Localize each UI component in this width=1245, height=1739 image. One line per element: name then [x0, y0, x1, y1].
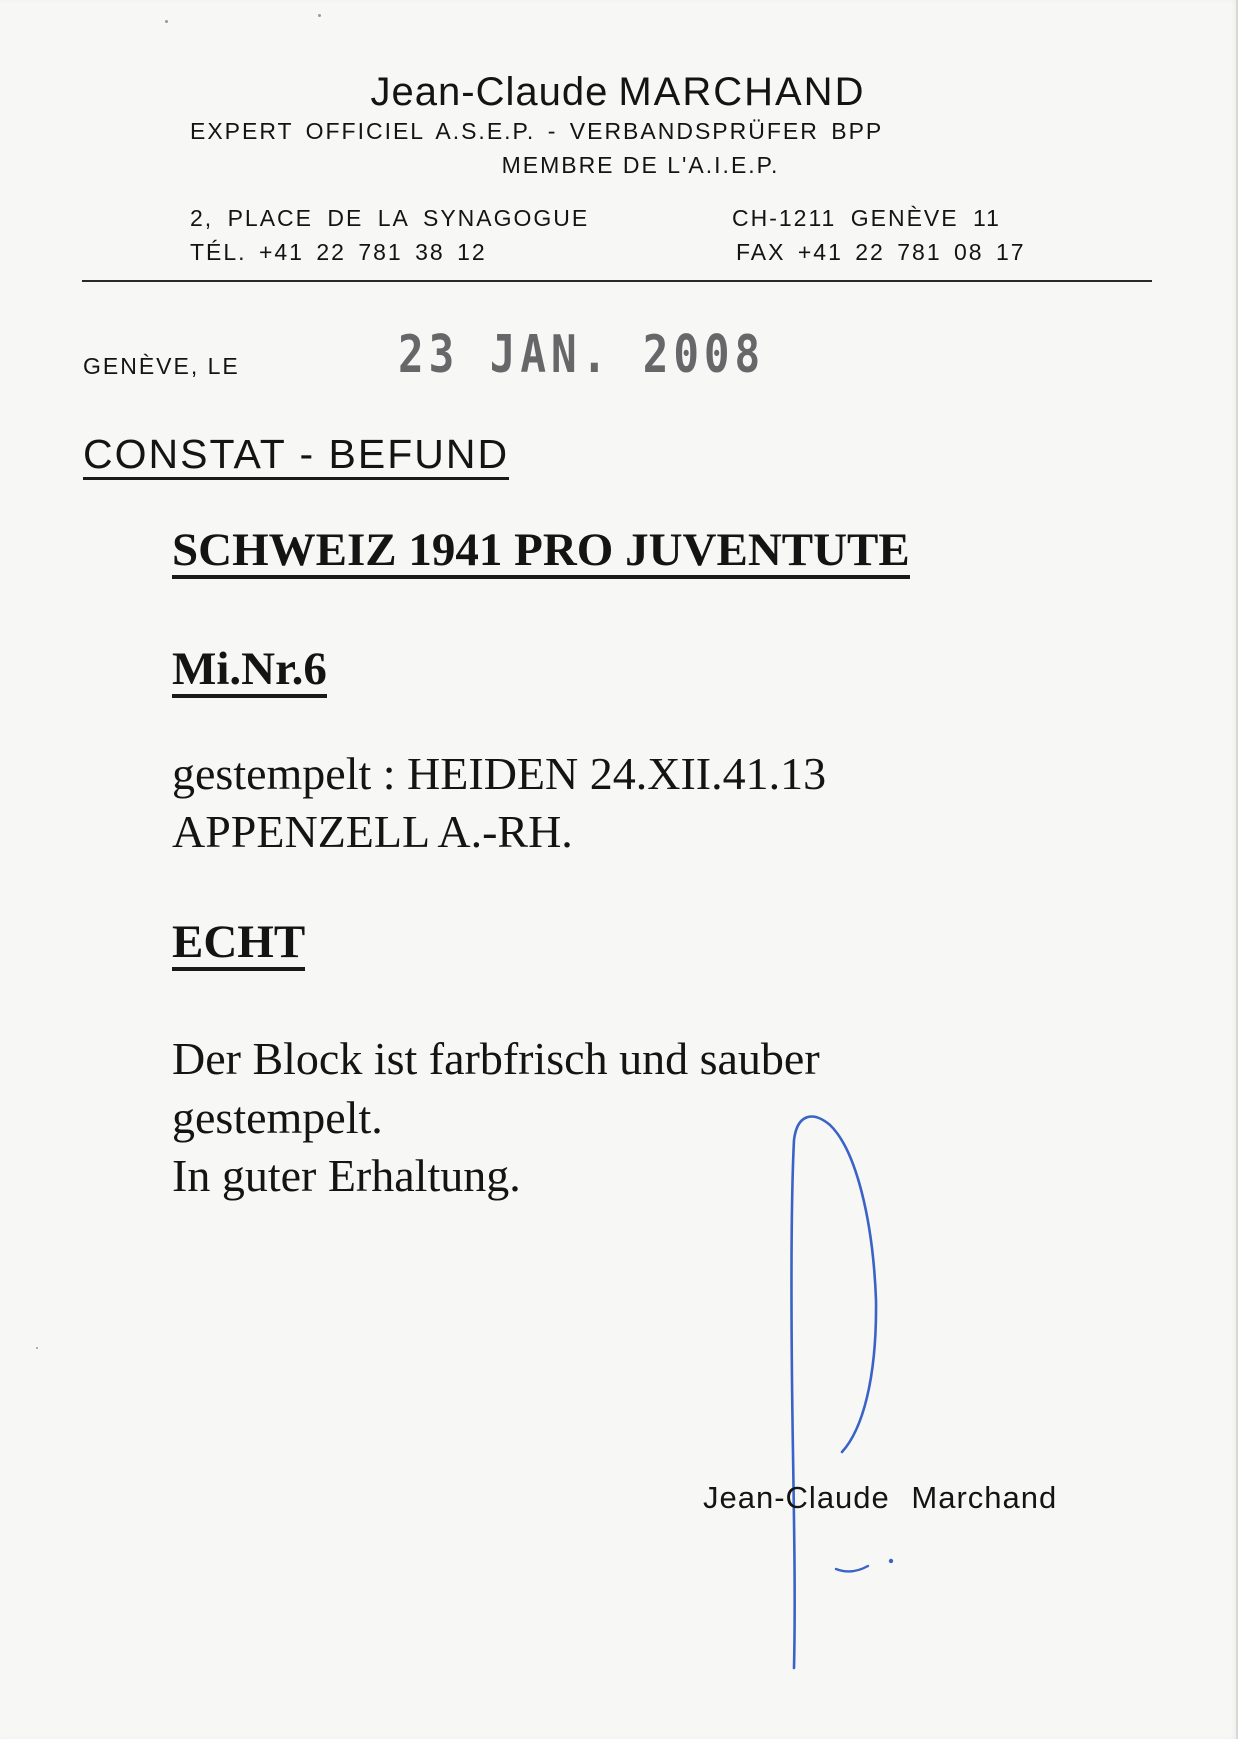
date-stamp: 23 JAN. 2008 — [398, 325, 766, 385]
description-line: Der Block ist farbfrisch und sauber — [172, 1033, 820, 1084]
place-label: GENÈVE, LE — [83, 353, 240, 379]
membership-line: MEMBRE DE L'A.I.E.P. — [501, 152, 780, 178]
signature-printed-name: Jean-Claude Marchand — [703, 1480, 1058, 1515]
paper-speck — [36, 1347, 38, 1349]
paper-speck — [318, 14, 321, 17]
expert-titles: EXPERT OFFICIEL A.S.E.P. - VERBANDSPRÜFER BPP — [190, 118, 884, 144]
fax-number: FAX +41 22 781 08 17 — [736, 239, 1026, 265]
catalog-number: Mi.Nr.6 — [172, 645, 327, 698]
signature-stroke — [791, 1117, 876, 1668]
description-line: In guter Erhaltung. — [172, 1150, 521, 1201]
address-street: 2, PLACE DE LA SYNAGOGUE — [190, 205, 590, 231]
paper-speck — [165, 20, 168, 23]
certificate-heading: CONSTAT - BEFUND — [83, 433, 509, 480]
signature-dot — [889, 1559, 893, 1563]
cancellation-text: gestempelt : HEIDEN 24.XII.41.13 — [172, 748, 827, 799]
expert-first-name: Jean-Claude — [370, 70, 609, 114]
verdict: ECHT — [172, 918, 305, 971]
address-city: CH-1211 GENÈVE 11 — [732, 205, 1001, 231]
phone-number: TÉL. +41 22 781 38 12 — [190, 239, 487, 265]
expert-surname: MARCHAND — [618, 70, 866, 114]
signature-flick — [836, 1566, 868, 1571]
stamp-subject: SCHWEIZ 1941 PRO JUVENTUTE — [172, 526, 910, 579]
description-line: gestempelt. — [172, 1092, 383, 1143]
cancellation-region: APPENZELL A.-RH. — [172, 806, 573, 857]
